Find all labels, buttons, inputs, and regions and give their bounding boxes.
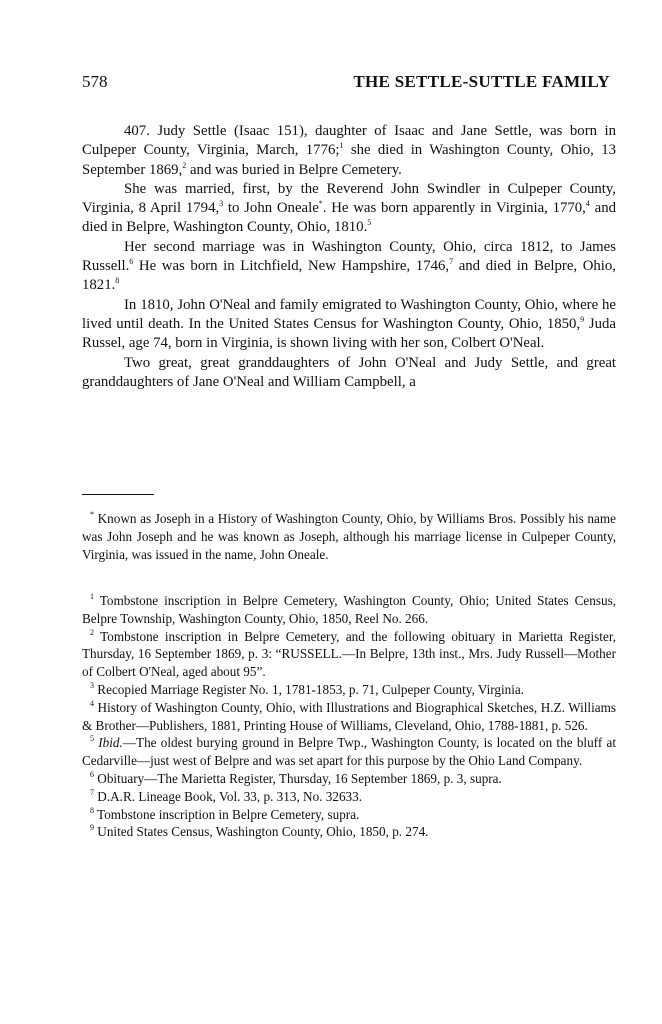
footnote-text: Known as Joseph in a History of Washington County, Ohio, by Williams Bros. Possibly his name was John Joseph and he was known as Joseph, although his marriage license in Culpeper County, Virginia, was issued in the name, John Oneale. — [82, 511, 616, 562]
footnote-4 — [82, 699, 616, 735]
footnote-ref-1: 1 — [339, 141, 344, 151]
footnote-mark: 4 — [90, 698, 94, 708]
paragraph-4 — [82, 296, 616, 354]
footnote-mark: 5 — [90, 734, 94, 744]
footnote-mark: 2 — [90, 627, 94, 637]
paragraph-1 — [82, 122, 616, 180]
footnote-mark: 7 — [90, 787, 94, 797]
footnote-6 — [82, 770, 616, 788]
footnote-ref-8: 8 — [115, 276, 120, 286]
paragraph-3 — [82, 238, 616, 296]
p1-text: 407. Judy Settle (Isaac 151), daughter of Isaac and Jane Settle, was born in Culpeper County, Virginia, March, 1776; — [82, 123, 616, 159]
paragraph-2 — [82, 180, 616, 238]
footnote-mark: 3 — [90, 680, 94, 690]
footnote-ref-7: 7 — [449, 257, 454, 267]
footnote-star — [82, 510, 616, 563]
footnote-ref-2: 2 — [182, 160, 187, 170]
footnote-ref-5: 5 — [367, 218, 372, 228]
footnote-ref-9: 9 — [580, 314, 585, 324]
p3-text-2: He was born in Litchfield, New Hampshire, 1746, — [133, 258, 450, 275]
page-number: 578 — [82, 72, 108, 91]
paragraph-5 — [82, 354, 616, 393]
footnote-8 — [82, 806, 616, 824]
footnote-ref-3: 3 — [219, 199, 224, 209]
footnote-text: —The oldest burying ground in Belpre Twp., Washington County, is located on the bluff at Cedarville—just west of Belpre and was set apart for this purpose by the Ohio Land Company. — [82, 735, 617, 769]
ibid-label: Ibid. — [98, 735, 123, 751]
page-header — [82, 72, 610, 96]
footnote-ref-star: * — [318, 199, 323, 209]
footnote-block-numbered — [82, 592, 616, 841]
footnote-7 — [82, 788, 616, 806]
p4-text-2: Juda Russel, age 74, born in Virginia, is shown living with her son, Colbert O'Neal. — [82, 315, 617, 352]
footnote-ref-6: 6 — [129, 257, 134, 267]
footnote-text: United States Census, Washington County, Ohio, 1850, p. 274. — [94, 824, 429, 840]
footnote-text: D.A.R. Lineage Book, Vol. 33, p. 313, No. 32633. — [94, 788, 363, 804]
running-head: THE SETTLE-SUTTLE FAMILY — [353, 72, 610, 91]
p3-text: Her second marriage was in Washington County, Ohio, circa 1812, to James Russell. — [82, 238, 616, 275]
p3-text-3: and died in Belpre, Ohio, 1821. — [82, 258, 617, 294]
p4-text: In 1810, John O'Neal and family emigrated to Washington County, Ohio, where he lived until death. In the United States Census for Washington County, Ohio, 1850, — [82, 296, 616, 332]
footnote-mark: 6 — [90, 769, 94, 779]
footnote-5 — [82, 734, 616, 770]
footnote-block-star — [82, 510, 616, 563]
footnote-1 — [82, 592, 616, 628]
p1-text-2: she died in Washington County, Ohio, 13 September 1869, — [82, 142, 616, 178]
p2-text-2: to John Oneale — [223, 200, 319, 217]
footnote-text: Tombstone inscription in Belpre Cemetery, and the following obituary in Marietta Register, Thursday, 16 September 1869, p. 3: “RUSSELL.—In Belpre, 13th inst., Mrs. Judy Russell—Mother of Colbert O'Neal, aged about 95”. — [82, 628, 616, 680]
p2-text: She was married, first, by the Reverend John Swindler in Culpeper County, Virginia, 8 April 1794, — [82, 180, 616, 217]
footnote-2 — [82, 628, 616, 681]
footnote-rule — [82, 494, 154, 495]
footnote-text: Tombstone inscription in Belpre Cemetery, Washington County, Ohio; United States Census, Belpre Township, Washington County, Ohio, 1850, Reel No. 266. — [82, 593, 616, 626]
footnote-mark: 9 — [90, 823, 94, 833]
footnote-text: History of Washington County, Ohio, with Illustrations and Biographical Sketches, H.Z. Williams & Brother—Publishers, 1881, Printing House of Williams, Cleveland, Ohio, 1788-1881, p. 526. — [82, 699, 616, 733]
footnote-text: Obituary—The Marietta Register, Thursday, 16 September 1869, p. 3, supra. — [94, 770, 502, 786]
footnote-mark: 8 — [90, 805, 94, 815]
p2-text-4: and died in Belpre, Washington County, Ohio, 1810. — [82, 200, 616, 236]
p5-text: Two great, great granddaughters of John O'Neal and Judy Settle, and great granddaughters of Jane O'Neal and William Campbell, a — [82, 354, 616, 390]
p2-text-3: . He was born apparently in Virginia, 1770, — [322, 200, 586, 217]
p1-text-3: and was buried in Belpre Cemetery. — [186, 161, 402, 178]
footnote-text: Tombstone inscription in Belpre Cemetery, supra. — [94, 806, 360, 822]
body-text — [82, 122, 616, 392]
footnote-mark: 1 — [90, 592, 94, 601]
footnote-3 — [82, 681, 616, 699]
footnote-9 — [82, 823, 616, 841]
footnote-mark: * — [90, 510, 94, 519]
footnote-ref-4: 4 — [585, 199, 590, 209]
footnote-text: Recopied Marriage Register No. 1, 1781-1853, p. 71, Culpeper County, Virginia. — [94, 681, 525, 697]
